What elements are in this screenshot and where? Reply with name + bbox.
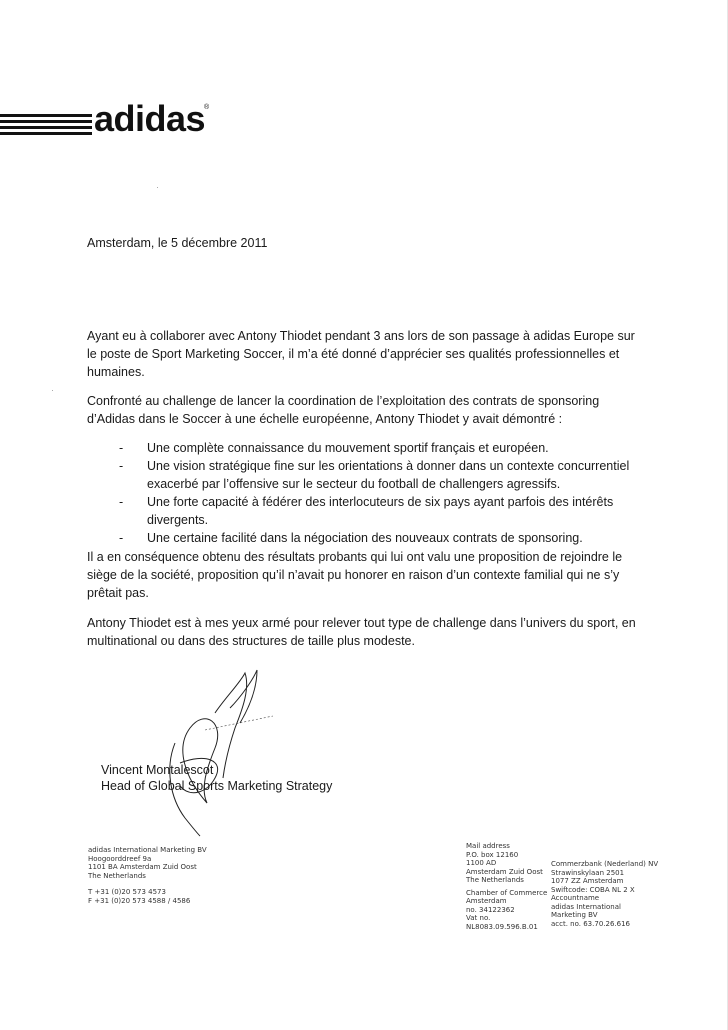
footer-company-address [88, 846, 207, 905]
footer-bank-details [551, 860, 658, 928]
footer-swift: Swiftcode: COBA NL 2 X [551, 885, 635, 894]
list-item: - Une forte capacité à fédérer des interlocuteurs de six pays ayant parfois des intérêts divergents. [117, 493, 637, 529]
scan-speck [52, 390, 53, 391]
footer-company: adidas International Marketing BV [88, 846, 207, 854]
footer-acct-name1: adidas International [551, 902, 621, 911]
qualities-list [117, 439, 637, 547]
handwritten-signature [145, 668, 305, 838]
footer-mail-label: Mail address [466, 842, 510, 850]
signature-block [101, 762, 332, 794]
footer-mail-country: The Netherlands [466, 876, 524, 884]
footer-mail-address [466, 842, 547, 931]
footer-street: Hoogoorddreef 9a [88, 854, 152, 863]
footer-city: 1101 BA Amsterdam Zuid Oost [88, 863, 197, 871]
logo-stripes [0, 114, 92, 138]
footer-country: The Netherlands [88, 871, 146, 880]
logo-wordmark: adidas [94, 98, 206, 139]
signer-title: Head of Global Sports Marketing Strategy [101, 779, 333, 793]
footer-chamber-label: Chamber of Commerce [466, 888, 548, 897]
footer-mail-city: Amsterdam Zuid Oost [466, 867, 543, 876]
footer-acct-name2: Marketing BV [551, 911, 598, 919]
footer-chamber-no: no. 34122362 [466, 905, 515, 914]
logo-registered-mark: ® [204, 104, 210, 111]
paragraph-3: Il a en conséquence obtenu des résultats probants qui lui ont valu une proposition de rejoindre le siège de la société, proposition qu’il n’avait pu honorer en raison d’un contexte familial qui ne s’y prêtait pas. [87, 550, 623, 600]
footer-bank-street: Strawinskylaan 2501 [551, 868, 625, 877]
list-item: - Une complète connaissance du mouvement sportif français et européen. [117, 439, 637, 457]
footer-acct-no: acct. no. 63.70.26.616 [551, 919, 630, 928]
footer-vat-no: NL8083.09.596.B.01 [466, 922, 538, 931]
paragraph-4: Antony Thiodet est à mes yeux armé pour relever tout type de challenge dans l’univers du sport, en multinational ou dans des structures de taille plus modeste. [87, 616, 636, 648]
footer-vat-label: Vat no. [466, 914, 491, 922]
scan-speck [157, 187, 158, 188]
footer-acct-label: Accountname [551, 894, 600, 902]
footer-postcode: 1100 AD [466, 859, 497, 867]
list-item: - Une certaine facilité dans la négociation des nouveaux contrats de sponsoring. [117, 529, 637, 547]
footer-chamber-city: Amsterdam [466, 897, 507, 905]
footer-phone: T +31 (0)20 573 4573 [88, 888, 166, 896]
footer-bank-city: 1077 ZZ Amsterdam [551, 877, 624, 885]
paragraph-1: Ayant eu à collaborer avec Antony Thiodet pendant 3 ans lors de son passage à adidas Europe sur le poste de Sport Marketing Soccer, il m’a été donné d’apprécier ses qualités professionnelles et humaines. [87, 329, 635, 379]
footer-fax: F +31 (0)20 573 4588 / 4586 [88, 896, 191, 905]
signer-name: Vincent Montalescot [101, 763, 214, 777]
footer-bank: Commerzbank (Nederland) NV [551, 860, 659, 868]
list-item: - Une vision stratégique fine sur les orientations à donner dans un contexte concurrentiel exacerbé par l’offensive sur le secteur du football de challengers agressifs. [117, 457, 637, 493]
paragraph-2: Confronté au challenge de lancer la coordination de l’exploitation des contrats de sponsoring d’Adidas dans le Soccer à une échelle européenne, Antony Thiodet y avait démontré : [87, 394, 600, 426]
footer-po-box: P.O. box 12160 [466, 850, 519, 859]
letter-date: Amsterdam, le 5 décembre 2011 [87, 236, 268, 250]
